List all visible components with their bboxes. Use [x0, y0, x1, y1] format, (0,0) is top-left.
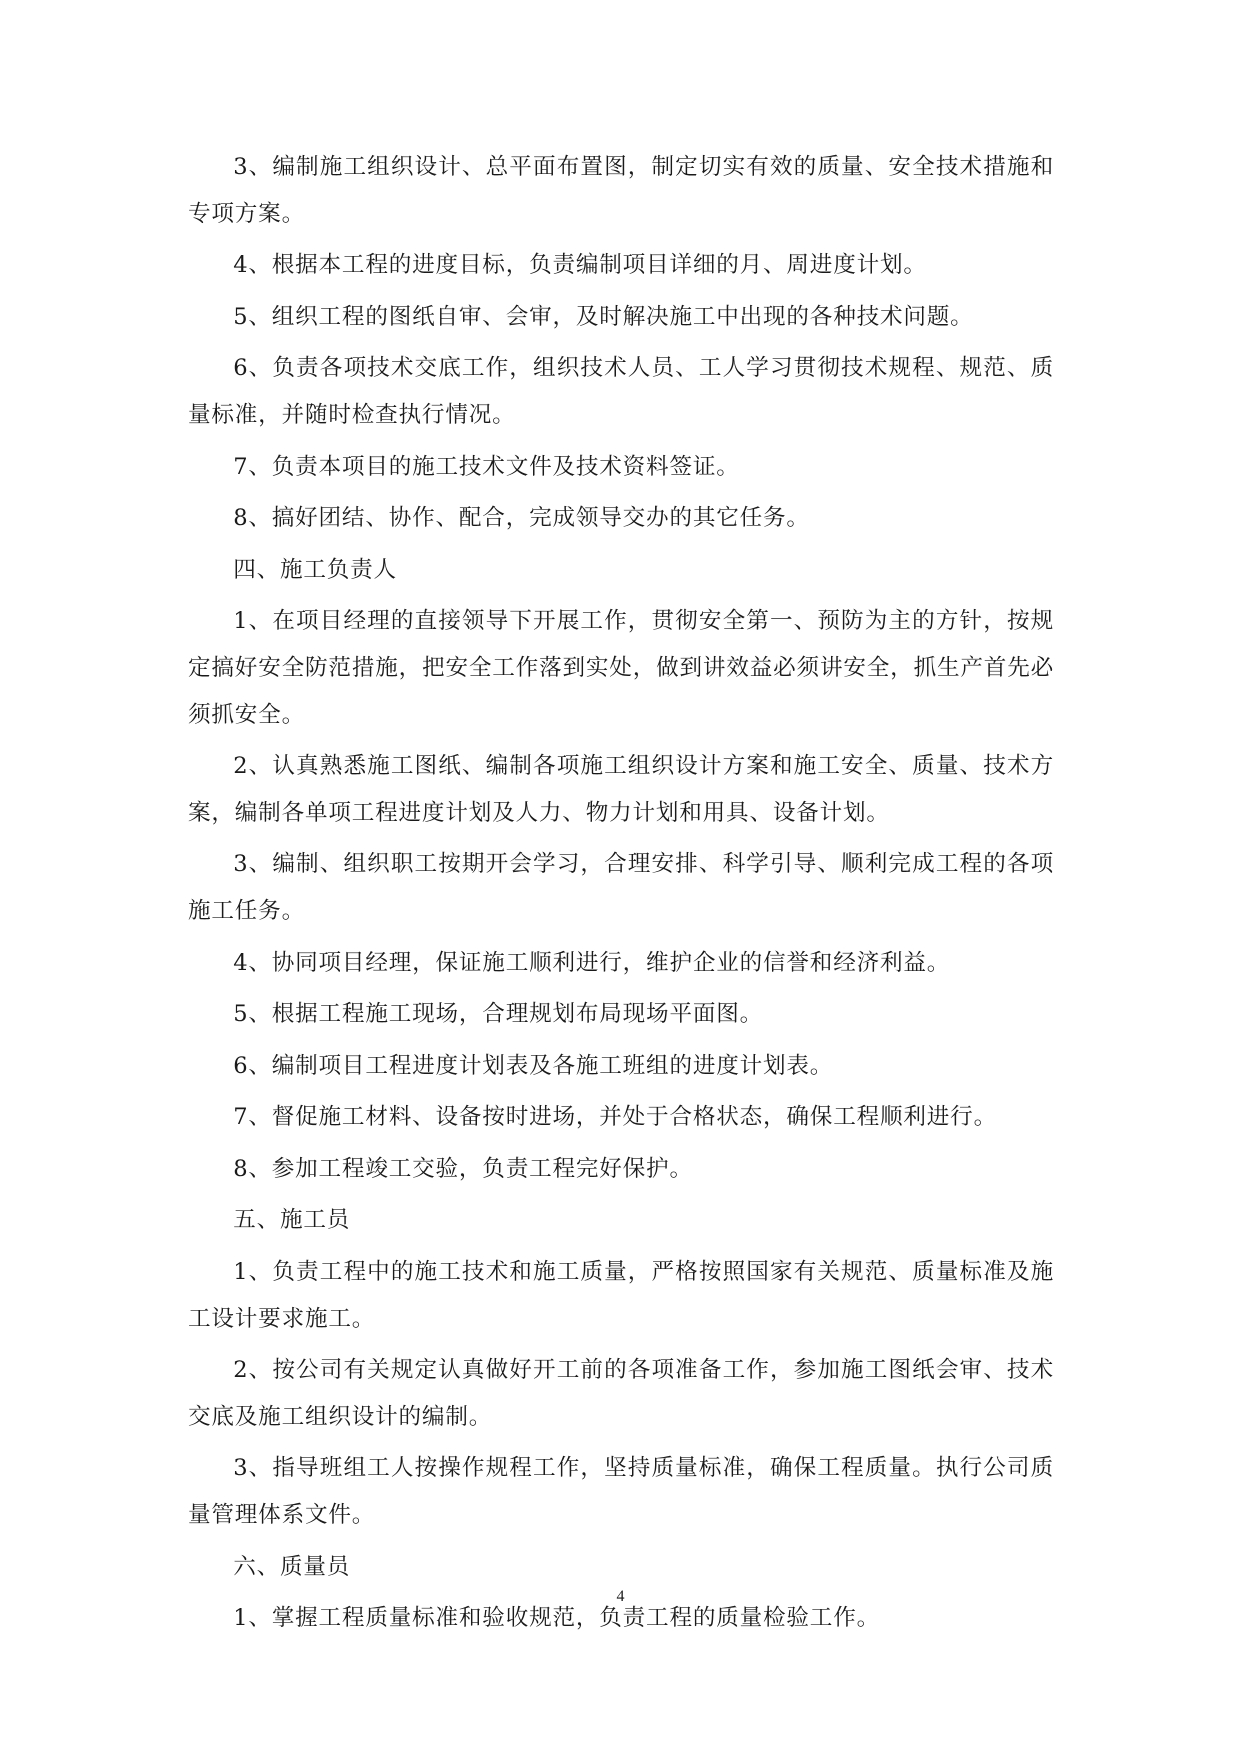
paragraph: 2、认真熟悉施工图纸、编制各项施工组织设计方案和施工安全、质量、技术方案，编制各单项工程进度计划及人力、物力计划和用具、设备计划。 — [188, 753, 1054, 826]
paragraph: 1、在项目经理的直接领导下开展工作，贯彻安全第一、预防为主的方针，按规定搞好安全防范措施，把安全工作落到实处，做到讲效益必须讲安全，抓生产首先必须抓安全。 — [188, 608, 1054, 728]
paragraph: 5、根据工程施工现场，合理规划布局现场平面图。 — [233, 1001, 764, 1028]
paragraph: 7、负责本项目的施工技术文件及技术资料签证。 — [233, 453, 740, 480]
paragraph: 4、协同项目经理，保证施工顺利进行，维护企业的信誉和经济利益。 — [233, 949, 951, 976]
document-body — [188, 144, 1054, 1647]
page-number: 4 — [616, 1588, 625, 1605]
paragraph: 3、编制施工组织设计、总平面布置图，制定切实有效的质量、安全技术措施和专项方案。 — [188, 154, 1054, 227]
paragraph: 4、根据本工程的进度目标，负责编制项目详细的月、周进度计划。 — [233, 252, 927, 279]
paragraph: 8、搞好团结、协作、配合，完成领导交办的其它任务。 — [233, 505, 810, 532]
paragraph: 3、指导班组工人按操作规程工作，坚持质量标准，确保工程质量。执行公司质量管理体系文件。 — [188, 1455, 1054, 1529]
paragraph: 8、参加工程竣工交验，负责工程完好保护。 — [233, 1155, 693, 1182]
section-heading: 六、质量员 — [233, 1553, 351, 1580]
paragraph: 6、负责各项技术交底工作，组织技术人员、工人学习贯彻技术规程、规范、质量标准，并随时检查执行情况。 — [188, 355, 1054, 428]
paragraph: 1、掌握工程质量标准和验收规范，负责工程的质量检验工作。 — [233, 1605, 880, 1632]
paragraph: 2、按公司有关规定认真做好开工前的各项准备工作，参加施工图纸会审、技术交底及施工组织设计的编制。 — [188, 1357, 1054, 1430]
paragraph: 3、编制、组织职工按期开会学习，合理安排、科学引导、顺利完成工程的各项施工任务。 — [188, 851, 1054, 924]
paragraph: 5、组织工程的图纸自审、会审，及时解决施工中出现的各种技术问题。 — [233, 303, 974, 330]
paragraph: 7、督促施工材料、设备按时进场，并处于合格状态，确保工程顺利进行。 — [233, 1104, 997, 1131]
section-heading: 四、施工负责人 — [233, 556, 397, 583]
paragraph: 1、负责工程中的施工技术和施工质量，严格按照国家有关规范、质量标准及施工设计要求施工。 — [188, 1259, 1054, 1332]
paragraph: 6、编制项目工程进度计划表及各施工班组的进度计划表。 — [233, 1052, 834, 1079]
section-heading: 五、施工员 — [233, 1207, 351, 1234]
